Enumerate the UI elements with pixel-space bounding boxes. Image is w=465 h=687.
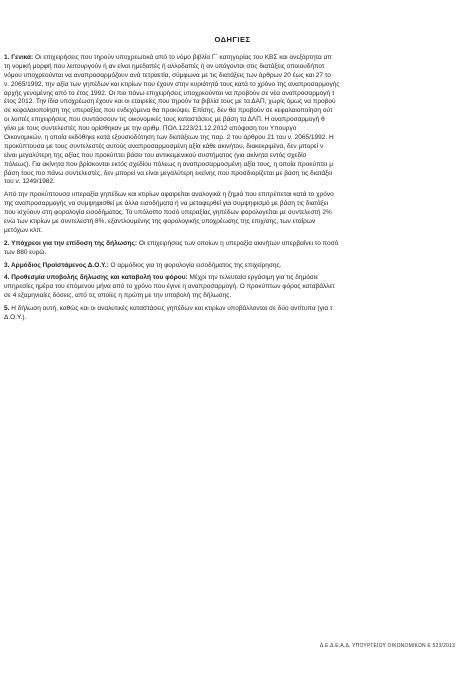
page-title: ΟΔΗΓΙΕΣ: [214, 35, 251, 44]
paragraph-3-line: 2. Υπόχρεοι για την επίδοση της δήλωσης: Οι επιχειρήσεις των οποίων η υπεραξία ακινήτων υπερβαίνει το ποσό: [4, 239, 339, 247]
paragraph-1-line: ν. 2065/1992, την αξία των γηπέδων και κτιρίων που έχουν στην κυριότητά τους κατά το χρόνο της αναπροσαρμογής: [4, 80, 340, 88]
paragraph-2-line: που ισχύουν στη φορολογία εισοδήματος. Το υπόλοιπο ποσό υπεραξίας γηπέδων φορολογείται με συντελεστή 2%: [4, 209, 332, 217]
paragraph-6-line: Δ.Ο.Υ.).: [4, 314, 27, 322]
footer-reference: Δ.Ε.Δ.Ε.Α.Δ. ΥΠΟΥΡΓΕΙΟΥ ΟΙΚΟΝΟΜΙΚΩΝ Ε 523/2013: [319, 643, 455, 649]
paragraph-1-line: αρχής γενομένης από το έτος 1992. Οι πιο πάνω επιχειρήσεις υποχρεούνται να προβούν σε νέα αναπροσαρμογή τ: [4, 89, 335, 97]
paragraph-1-line: προκύπτουσα με τους συντελεστές αυτούς αναπροσαρμοσμένη αξία κάθε ακινήτου, διακεκριμένα, δεν μπορεί ν: [4, 142, 324, 150]
paragraph-2-line: ενώ των κτιρίων με συντελεστή 8%, εξαντλουμένης της φορολογικής υποχρέωσης της επιχ/σης, των εταίρων: [4, 218, 316, 226]
instructions-body: [4, 54, 462, 323]
paragraph-2-line: μετόχων κλπ.: [4, 226, 43, 234]
paragraph-1-line: του ν. 1249/1982.: [4, 178, 55, 186]
paragraph-1-line: Οικονομικών, η οποία εκδόθηκε κατά εξουσιοδότηση των διατάξεων της παρ. 2 του άρθρου 21 του ν. 2065/1992. Η: [4, 134, 334, 142]
paragraph-1-line: γίνει με τους συντελεστές που ορίσθηκαν με την αριθμ. ΠΟΛ.1223/21.12.2012 απόφαση του Υπουργο: [4, 125, 297, 133]
paragraph-5-line: 4. Προθεσμία υποβολής δήλωσης και καταβολή του φόρου: Μέχρι την τελευταία εργάσιμη για τις δημόσιε: [4, 274, 319, 282]
paragraph-2-line: Από την προκύπτουσα υπεραξία γηπέδων και κτιρίων αφαιρείται αναλογικά η ζημιά που επιτρέπεται κατά το χρόνο: [4, 191, 334, 199]
paragraph-1-line: πόλεως). Για ακίνητα που βρίσκονται εκτός σχεδίου πόλεως η αναπροσαρμοσμένη αξία τους, η οποία προκύπτει μ: [4, 160, 334, 168]
paragraph-6-line: 5. Η δήλωση αυτή, καθώς και οι αναλυτικές καταστάσεις γηπέδων και κτιρίων υποβάλλονται σε δύο αντίτυπα (για τ: [4, 305, 333, 313]
paragraph-4-line: 3. Αρμόδιος Προϊστάμενος Δ.Ο.Υ.: Ο αρμόδιος για τη φορολογία εισοδήματος της επιχείρησης.: [4, 261, 282, 269]
paragraph-1-line: τη νομική μορφή που λειτουργούν ή αν είναι ημεδαπές ή αλλοδαπές ή αν υπάγονται στις διατάξεις οποιουδήποτ: [4, 62, 325, 70]
paragraph-5-line: σε 4 εξαμηνιαίες δόσεις, από τις οποίες η πρώτη με την υποβολή της δήλωσης.: [4, 292, 232, 300]
paragraph-heading: 2. Υπόχρεοι για την επίδοση της δήλωσης:: [4, 239, 138, 247]
paragraph-5-line: υπηρεσίες ημέρα του επόμενου μήνα από το χρόνο που έγινε η αναπροσαρμογή. Ο προκύπτων φόρος καταβάλλετ: [4, 283, 335, 291]
paragraph-3-line: των 880 ευρώ.: [4, 248, 47, 256]
paragraph-1-line: είναι μεγαλύτερη της αξίας που προκύπτει βάσει του αντικειμενικού συστήματος (για ακίνητα εντός σχεδίο: [4, 151, 307, 159]
paragraph-heading: 5.: [4, 305, 10, 313]
paragraph-heading: 1. Γενικά:: [4, 54, 34, 61]
paragraph-1-line: νόμου υποχρεούνται να αναπροσαρμόζουν ανά τετραετία, σύμφωνα με τις διατάξεις των άρθρων 20 έως και 27 το: [4, 71, 331, 79]
paragraph-2-line: της αναπροσαρμογής να συμψηφισθεί με άλλα εισοδήματα ή να μεταφερθεί για συμψηφισμό με βάση τις διατάξει: [4, 200, 329, 208]
paragraph-1-line: σε κεφαλαιοποίηση της υπεραξίας που ενδεχόμενα θα προκύψει. Επίσης, δεν θα προβούν σε κεφαλαιοποίηση ούτ: [4, 107, 333, 115]
paragraph-heading: 3. Αρμόδιος Προϊστάμενος Δ.Ο.Υ.:: [4, 261, 109, 269]
paragraph-heading: 4. Προθεσμία υποβολής δήλωσης και καταβολή του φόρου:: [4, 274, 188, 282]
paragraph-1-line: έτος 2012. Την ίδια υποχρέωση έχουν και οι εταιρείες που τηρούν τα βιβλία τους με τα ΔΑΠ, χωρίς όμως να προβού: [4, 98, 336, 106]
paragraph-1-line: βάση τους πιο πάνω συντελεστές, δεν μπορεί να είναι μεγαλύτερη εκείνης που προσδιορίζεται με βάση τις διατάξει: [4, 169, 333, 177]
paragraph-1-line: 1. Γενικά: Οι επιχειρήσεις που τηρούν υποχρεωτικά από το νόμο βιβλία Γ΄ κατηγορίας του ΚΒΣ και ανεξάρτητα απ: [4, 54, 332, 61]
paragraph-1-line: οι λοιπές επιχειρήσεις που συντάσσουν τις οικονομικές τους καταστάσεις με βάση τα ΔΛΠ. Η αναπροσαρμογή θ: [4, 116, 325, 124]
